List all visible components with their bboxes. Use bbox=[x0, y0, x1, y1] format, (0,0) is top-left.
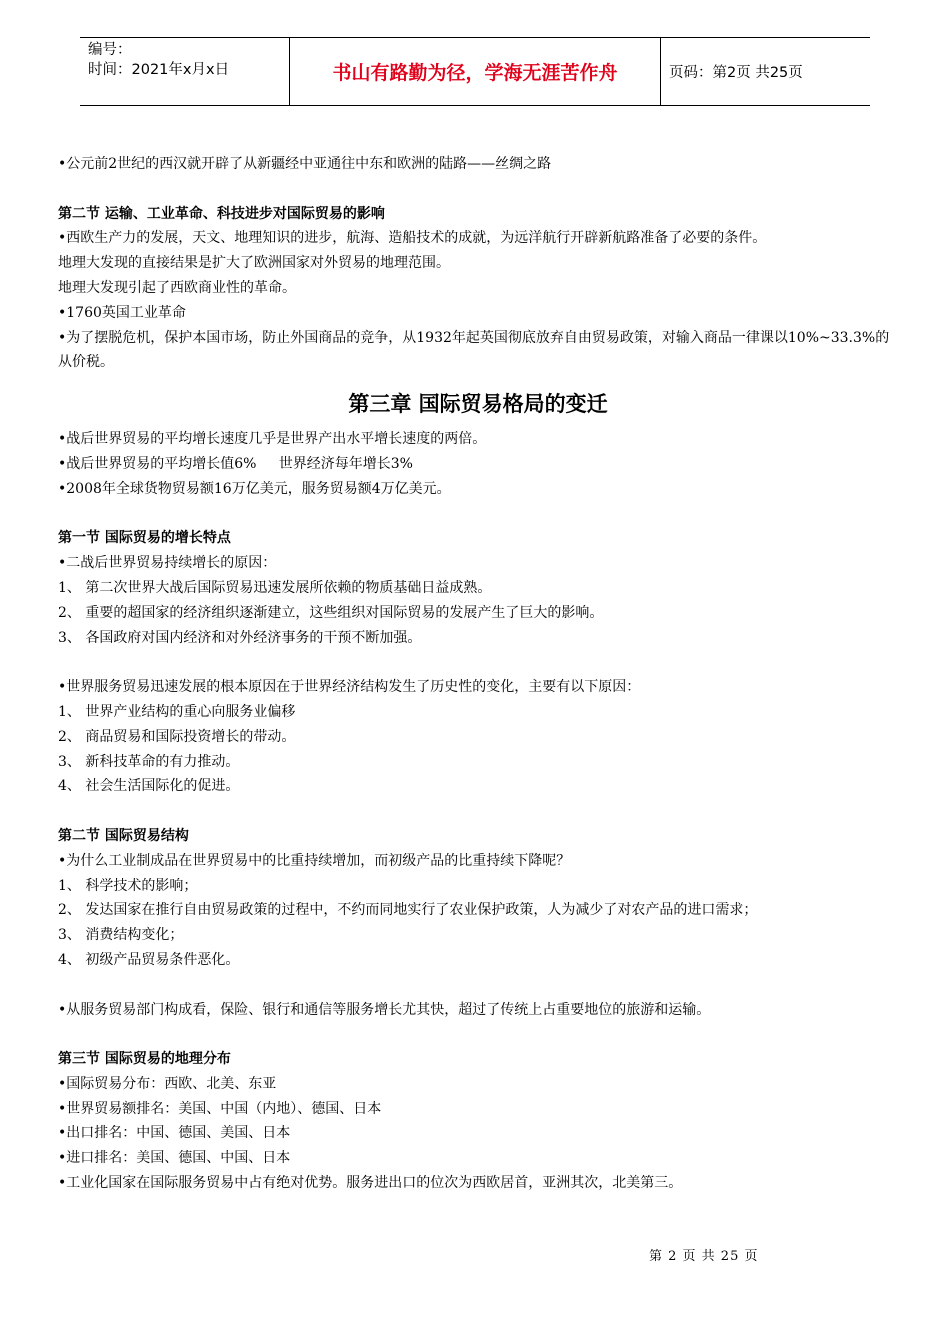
paragraph: •1760英国工业革命 bbox=[58, 304, 186, 321]
page-header bbox=[80, 37, 870, 106]
document-body bbox=[58, 152, 898, 1196]
section-heading: 第三节 国际贸易的地理分布 bbox=[58, 1051, 231, 1068]
header-time-label: 时间：2021年x月x日 bbox=[88, 62, 230, 78]
list-item: 1、 世界产业结构的重心向服务业偏移 bbox=[58, 703, 296, 720]
header-motto: 书山有路勤为径，学海无涯苦作舟 bbox=[290, 38, 661, 105]
paragraph: •出口排名：中国、德国、美国、日本 bbox=[58, 1125, 291, 1142]
section-heading: 第一节 国际贸易的增长特点 bbox=[58, 530, 231, 547]
section-heading: 第二节 国际贸易结构 bbox=[58, 827, 189, 844]
header-page-info: 页码：第2页 共25页 bbox=[669, 65, 803, 81]
section-heading: 第二节 运输、工业革命、科技进步对国际贸易的影响 bbox=[58, 205, 385, 222]
paragraph: 地理大发现的直接结果是扩大了欧洲国家对外贸易的地理范围。 bbox=[58, 255, 450, 272]
paragraph: •战后世界贸易的平均增长值6% 世界经济每年增长3% bbox=[58, 455, 413, 472]
page-footer: 第 2 页 共 25 页 bbox=[649, 1249, 759, 1264]
paragraph: •进口排名：美国、德国、中国、日本 bbox=[58, 1150, 291, 1167]
list-item: 1、 第二次世界大战后国际贸易迅速发展所依赖的物质基础日益成熟。 bbox=[58, 579, 492, 596]
paragraph: •为了摆脱危机，保护本国市场，防止外国商品的竞争，从1932年起英国彻底放弃自由贸易政策，对输入商品一律课以10%~33.3%的从价税。 bbox=[58, 329, 890, 371]
list-item: 3、 新科技革命的有力推动。 bbox=[58, 753, 240, 770]
paragraph: •工业化国家在国际服务贸易中占有绝对优势。服务进出口的位次为西欧居首，亚洲其次，北美第三。 bbox=[58, 1175, 683, 1192]
paragraph: 地理大发现引起了西欧商业性的革命。 bbox=[58, 279, 296, 296]
list-item: 2、 发达国家在推行自由贸易政策的过程中，不约而同地实行了农业保护政策，人为减少了对农产品的进口需求； bbox=[58, 902, 758, 919]
list-item: 1、 科学技术的影响； bbox=[58, 877, 198, 894]
paragraph: •2008年全球货物贸易额16万亿美元，服务贸易额4万亿美元。 bbox=[58, 480, 451, 497]
list-item: 2、 商品贸易和国际投资增长的带动。 bbox=[58, 728, 296, 745]
list-item: 2、 重要的超国家的经济组织逐渐建立，这些组织对国际贸易的发展产生了巨大的影响。 bbox=[58, 604, 604, 621]
list-item: 3、 各国政府对国内经济和对外经济事务的干预不断加强。 bbox=[58, 629, 422, 646]
paragraph: •战后世界贸易的平均增长速度几乎是世界产出水平增长速度的两倍。 bbox=[58, 431, 487, 448]
paragraph: •国际贸易分布：西欧、北美、东亚 bbox=[58, 1075, 277, 1092]
chapter-title: 第三章 国际贸易格局的变迁 bbox=[348, 392, 608, 417]
list-item: 3、 消费结构变化； bbox=[58, 927, 184, 944]
paragraph: •世界服务贸易迅速发展的根本原因在于世界经济结构发生了历史性的变化，主要有以下原因： bbox=[58, 679, 641, 696]
paragraph: •为什么工业制成品在世界贸易中的比重持续增加，而初级产品的比重持续下降呢？ bbox=[58, 852, 571, 869]
paragraph: •世界贸易额排名：美国、中国（内地）、德国、日本 bbox=[58, 1100, 382, 1117]
list-item: 4、 社会生活国际化的促进。 bbox=[58, 778, 240, 795]
paragraph: •二战后世界贸易持续增长的原因： bbox=[58, 555, 277, 572]
paragraph: •西欧生产力的发展，天文、地理知识的进步，航海、造船技术的成就，为远洋航行开辟新航路准备了必要的条件。 bbox=[58, 230, 767, 247]
list-item: 4、 初级产品贸易条件恶化。 bbox=[58, 951, 240, 968]
header-meta bbox=[80, 38, 290, 105]
paragraph-silk-road: •公元前2世纪的西汉就开辟了从新疆经中亚通往中东和欧洲的陆路——丝绸之路 bbox=[58, 156, 552, 172]
header-number-label: 编号： bbox=[88, 42, 132, 58]
paragraph: •从服务贸易部门构成看，保险、银行和通信等服务增长尤其快，超过了传统上占重要地位的旅游和运输。 bbox=[58, 1001, 711, 1018]
